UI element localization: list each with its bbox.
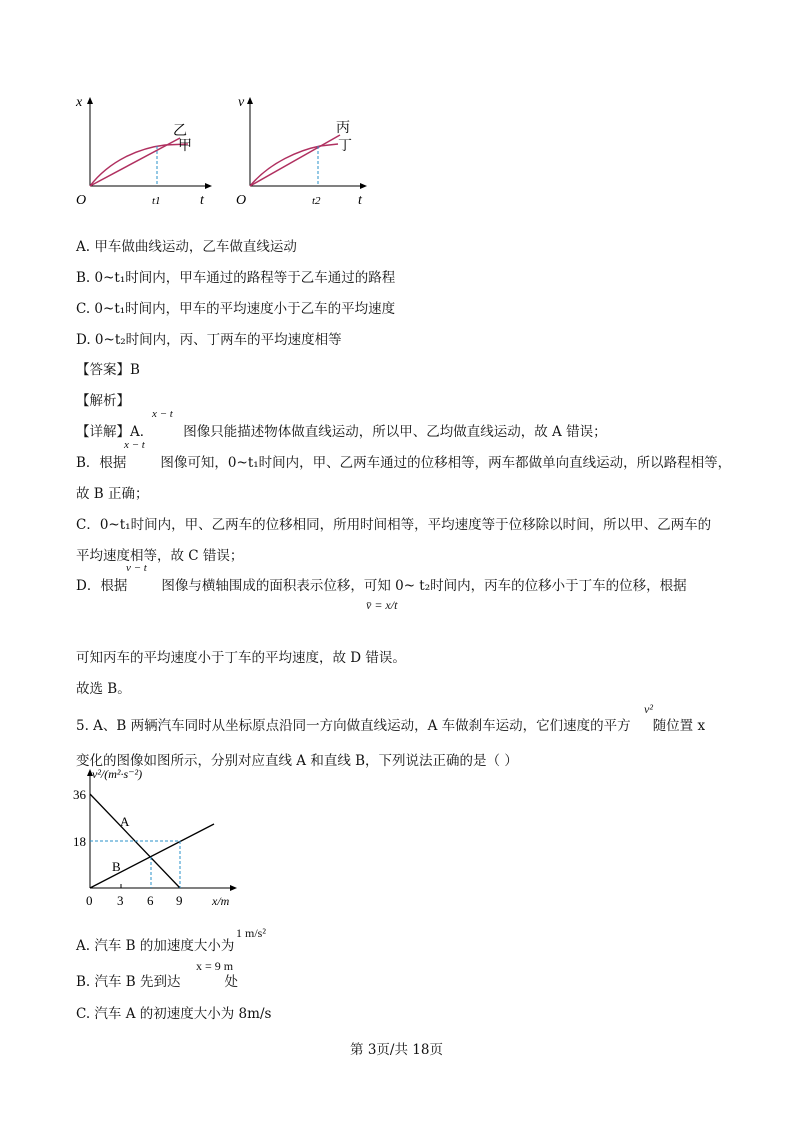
q5-option-b-text: B. 汽车 B 先到达 — [76, 974, 181, 990]
y-axis-label: v — [238, 95, 245, 110]
label-B: B — [112, 859, 121, 874]
explain-d-text: 图像与横轴围成的面积表示位移，可知 0~ t₂时间内，丙车的位移小于丁车的位移，根据 — [161, 578, 687, 594]
formula-x9m: x = 9 m — [196, 959, 234, 973]
q4-option-d: D. 0~t₂时间内，丙、丁两车的平均速度相等 — [76, 332, 342, 348]
formula-v-bar: v̄ = x/t — [366, 598, 398, 612]
explain-c-2: 平均速度相等，故 C 错误； — [76, 548, 244, 564]
y-tick-18: 18 — [73, 834, 86, 849]
choose-answer: 故选 B。 — [76, 681, 131, 697]
formula-x-t: x − t — [152, 408, 173, 420]
x-tick-0: 0 — [86, 893, 93, 908]
x-axis-label: x/m — [212, 894, 230, 908]
q5-line1-end: 随位置 x — [652, 718, 706, 734]
answer: 【答案】B — [76, 362, 140, 378]
line-B — [90, 824, 214, 888]
curve-jia — [90, 144, 188, 186]
formula-1ms2: 1 m/s² — [236, 926, 266, 940]
label-A: A — [120, 814, 130, 829]
formula-x-t-2: x − t — [124, 439, 145, 451]
x-axis-label: t — [358, 193, 362, 208]
graph-x-t — [70, 90, 220, 220]
explain-b — [76, 454, 731, 472]
explain-b-text: 图像可知，0~t₁时间内，甲、乙两车通过的位移相等，两车都做单向直线运动，所以路程相等， — [160, 455, 732, 471]
q4-option-b: B. 0~t₁时间内，甲车通过的路程等于乙车通过的路程 — [76, 270, 396, 286]
y-axis-label: x — [76, 95, 83, 110]
q4-option-c: C. 0~t₁时间内，甲车的平均速度小于乙车的平均速度 — [76, 301, 396, 317]
x-tick-3: 3 — [117, 893, 124, 908]
label-ding: 丁 — [338, 139, 352, 154]
origin-label: O — [76, 193, 87, 208]
graph-v-t — [230, 90, 380, 220]
graph-v2-x — [70, 762, 260, 912]
x-axis-label: t — [200, 193, 204, 208]
q5-option-b — [76, 973, 238, 991]
explain-b-prefix: B．根据 — [76, 455, 127, 471]
explain-d-prefix: D．根据 — [76, 578, 128, 594]
line-yi — [90, 138, 180, 186]
q5-option-a: A. 汽车 B 的加速度大小为 — [76, 938, 235, 954]
curve-bing — [250, 144, 338, 186]
q5-option-b-end: 处 — [224, 974, 239, 990]
explain-d — [76, 577, 687, 595]
q5-line1 — [76, 717, 705, 735]
line-ding — [250, 135, 340, 186]
q5-option-c: C. 汽车 A 的初速度大小为 8m/s — [76, 1006, 272, 1022]
t2-label: t2 — [312, 195, 321, 207]
x-tick-9: 9 — [176, 893, 183, 908]
label-bing: 丙 — [336, 121, 350, 136]
x-tick-6: 6 — [147, 893, 154, 908]
label-yi: 乙 — [173, 124, 187, 139]
t1-label: t1 — [152, 195, 161, 207]
explain-d-2: 可知丙车的平均速度小于丁车的平均速度，故 D 错误。 — [76, 650, 406, 666]
explain-a-prefix: 【详解】A． — [76, 424, 154, 440]
explain-a — [76, 423, 607, 441]
explain-c: C．0~t₁时间内，甲、乙两车的位移相同，所用时间相等，平均速度等于位移除以时间，所以甲、乙两车的 — [76, 517, 712, 533]
formula-v-t: v − t — [126, 562, 147, 574]
y-axis-label: v²/(m²·s⁻²) — [92, 767, 143, 781]
q5-line2: 变化的图像如图所示，分别对应直线 A 和直线 B，下列说法正确的是（ ） — [76, 753, 518, 769]
label-jia: 甲 — [178, 139, 192, 154]
q5-line1-text: 5. A、B 两辆汽车同时从坐标原点沿同一方向做直线运动，A 车做刹车运动，它们速度的平方 — [76, 718, 631, 734]
formula-v-squared: v² — [644, 702, 653, 716]
y-tick-36: 36 — [73, 787, 86, 802]
q4-option-a: A. 甲车做曲线运动，乙车做直线运动 — [76, 239, 297, 255]
explain-b-2: 故 B 正确； — [76, 486, 149, 502]
analysis-title: 【解析】 — [76, 393, 130, 409]
explain-a-text: 图像只能描述物体做直线运动，所以甲、乙均做直线运动，故 A 错误； — [183, 424, 607, 440]
page-footer: 第 3页/共 18页 — [350, 1042, 443, 1058]
origin-label: O — [236, 193, 247, 208]
